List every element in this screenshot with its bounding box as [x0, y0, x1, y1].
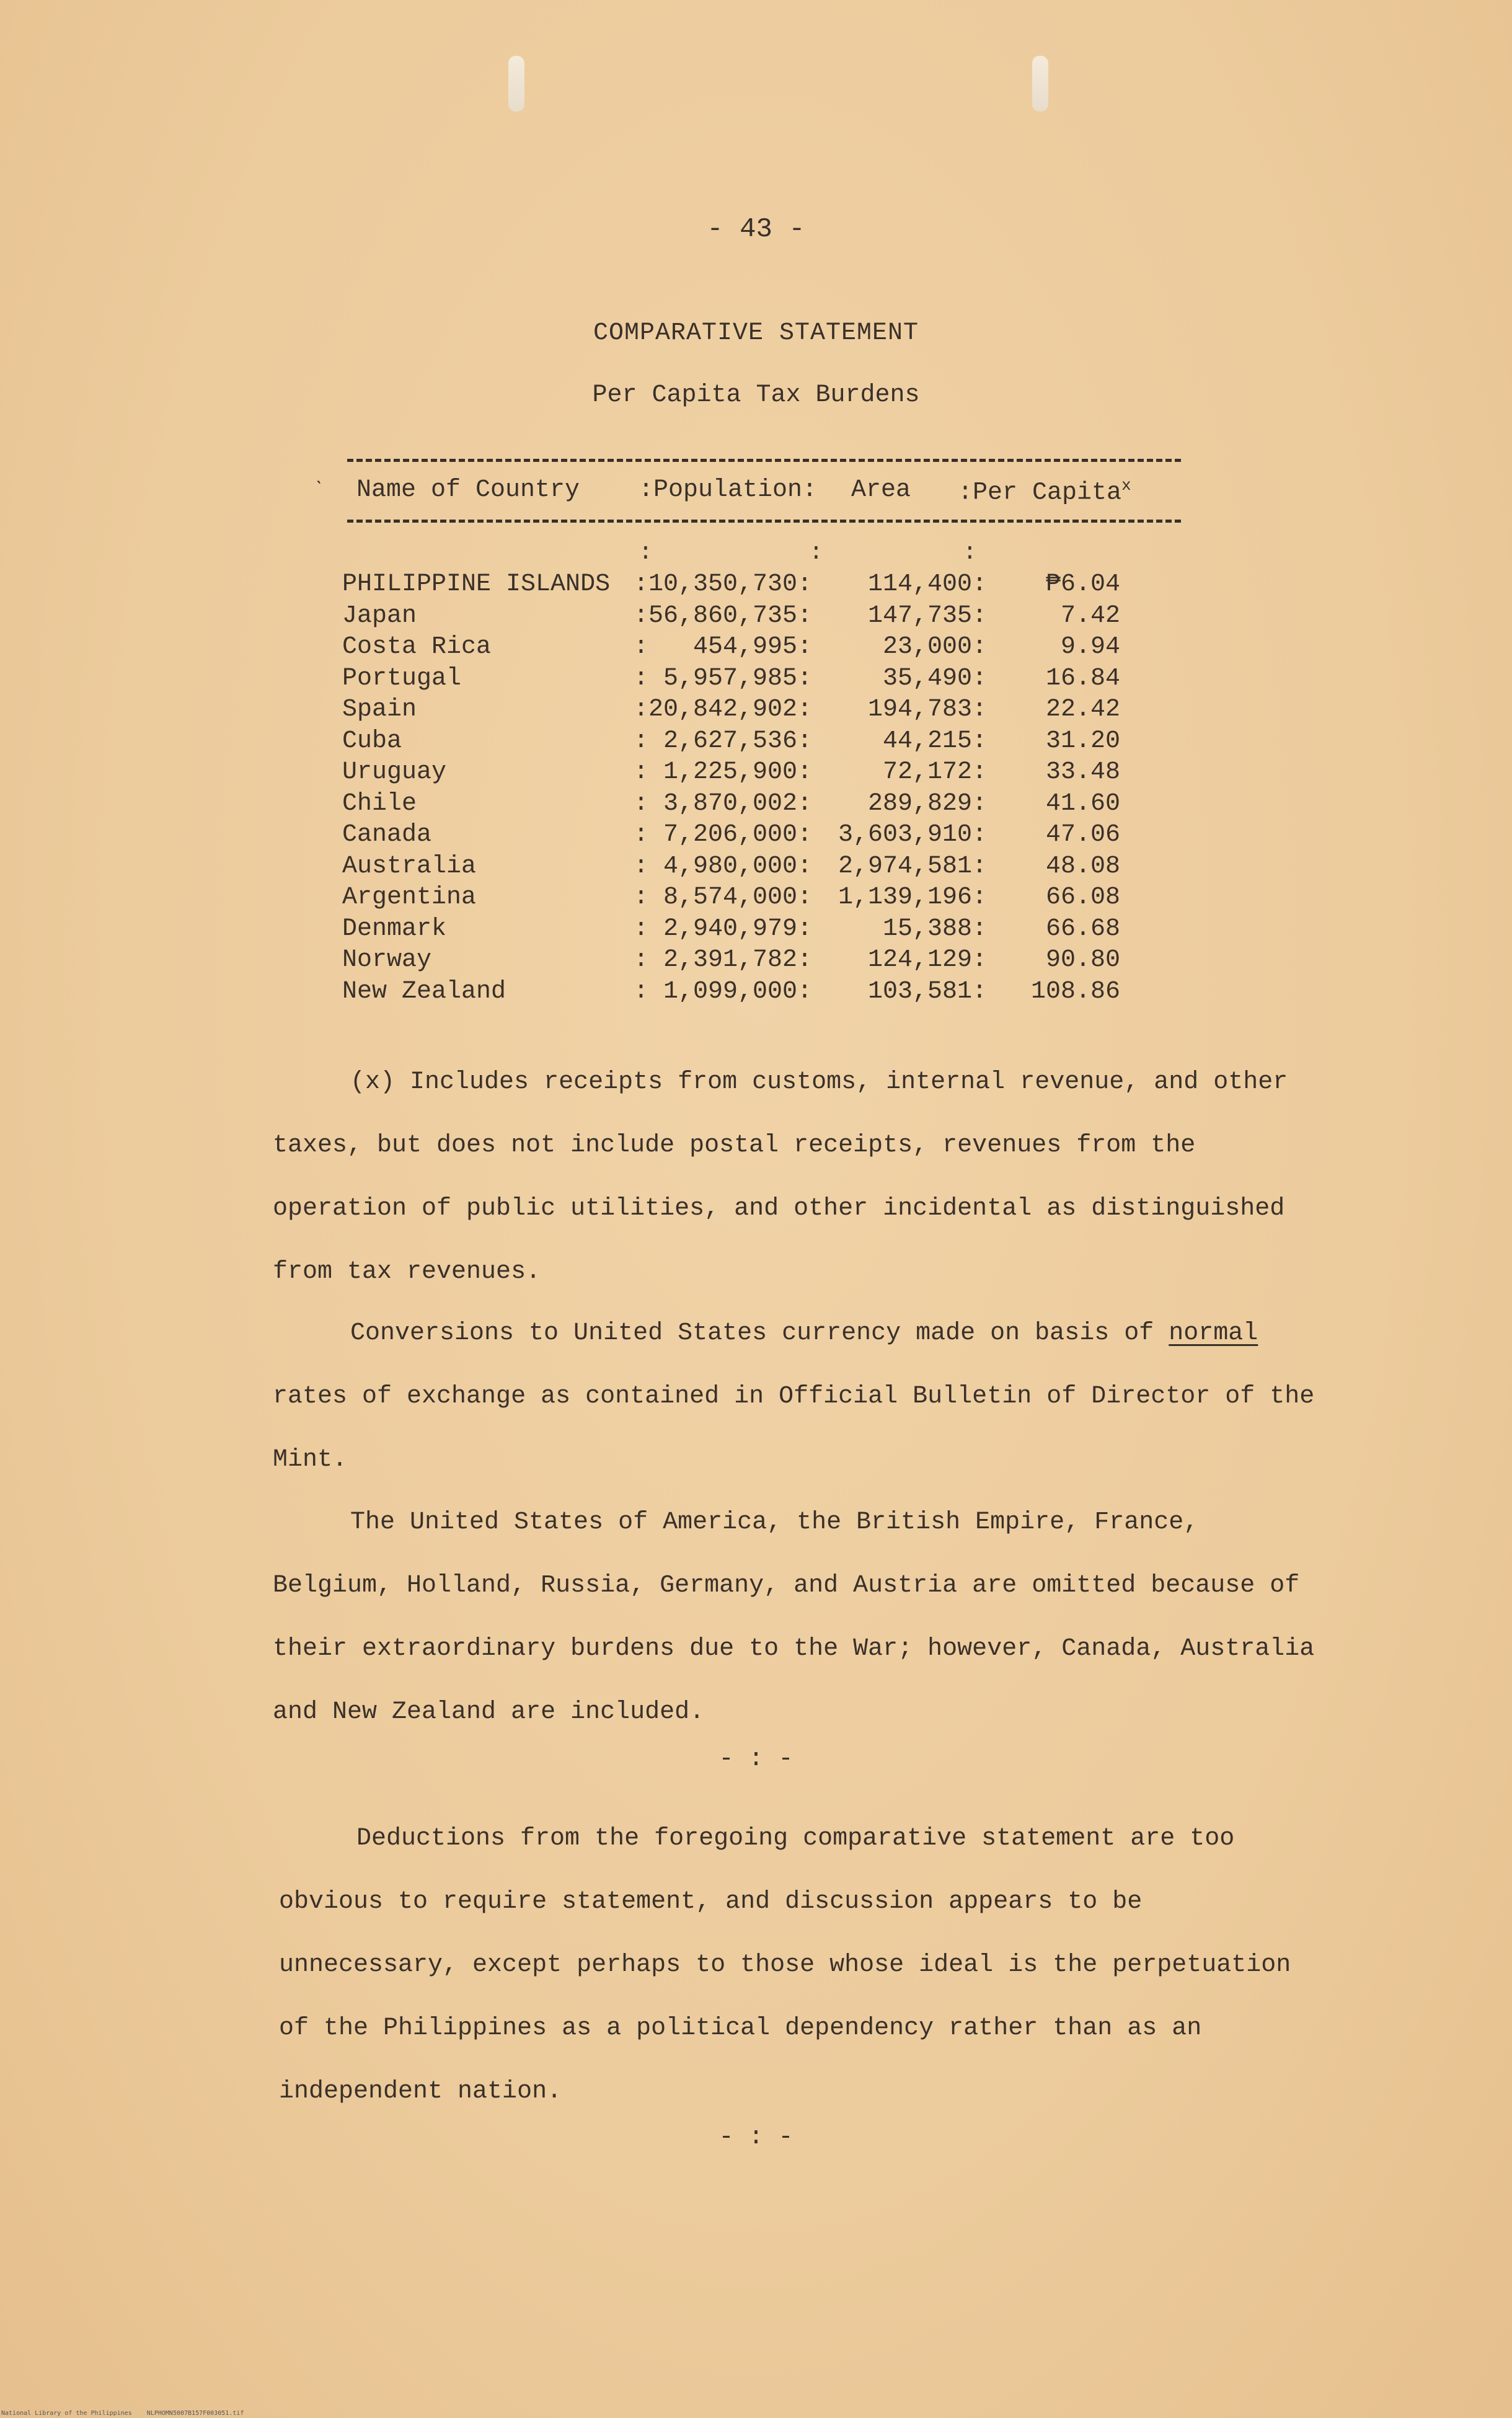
- deductions-paragraph: [279, 1807, 1333, 2124]
- area-cell: 114,400:: [867, 570, 987, 599]
- per-capita-cell: 16.84: [1045, 664, 1120, 693]
- population-cell: :20,842,902:: [634, 696, 813, 724]
- country-cell: Australia: [342, 852, 477, 880]
- per-capita-cell: 66.68: [1045, 914, 1120, 943]
- country-cell: Cuba: [342, 727, 402, 755]
- area-cell: 35,490:: [882, 664, 987, 693]
- country-cell: Spain: [342, 696, 417, 724]
- country-cell: Chile: [342, 789, 417, 818]
- per-capita-cell: 47.06: [1045, 821, 1120, 849]
- per-capita-cell: 108.86: [1030, 977, 1120, 1006]
- conversion-text-after: rates of exchange as contained in Official Bulletin of Director of the Mint.: [273, 1383, 1315, 1474]
- table-row: [342, 851, 1120, 883]
- per-capita-cell: 9.94: [1060, 633, 1120, 662]
- area-cell: 1,139,196:: [838, 884, 987, 912]
- table-row: [342, 663, 1120, 695]
- population-cell: : 2,391,782:: [634, 946, 813, 975]
- population-cell: :10,350,730:: [634, 570, 813, 599]
- country-cell: Denmark: [342, 914, 447, 943]
- per-capita-cell: 7.42: [1060, 601, 1120, 630]
- footnote-text: Includes receipts from customs, internal revenue, and other taxes, but does not include postal receipts, revenues from the operation of public utilities, and other incidental as distinguished from tax revenues.: [273, 1068, 1288, 1286]
- area-cell: 3,603,910:: [838, 821, 987, 849]
- area-cell: 194,783:: [867, 696, 987, 724]
- omitted-countries-paragraph: [273, 1491, 1327, 1744]
- country-cell: Canada: [342, 821, 432, 849]
- table-row: [342, 601, 1120, 632]
- population-cell: : 2,627,536:: [634, 727, 813, 755]
- area-cell: 44,215:: [882, 727, 987, 755]
- country-cell: Japan: [342, 601, 417, 630]
- population-cell: : 4,980,000:: [634, 852, 813, 880]
- column-colon: :: [639, 539, 653, 566]
- punch-hole-left: [508, 56, 524, 112]
- footnote-marker: (x): [350, 1068, 396, 1096]
- section-separator: - : -: [718, 1745, 794, 1773]
- col-header-per-capita: :Per Capita$^x$: [958, 476, 1131, 507]
- omitted-note-text: The United States of America, the British Empire, France, Belgium, Holland, Russia, Germany, and Austria are omitted because of their extraordinary burdens due to the War; however, Canada, Australia and New Zealand are included.: [273, 1508, 1315, 1726]
- table-row: [342, 789, 1120, 820]
- area-cell: 147,735:: [867, 601, 987, 630]
- punch-hole-right: [1032, 56, 1048, 112]
- table-row: [342, 757, 1120, 789]
- area-cell: 124,129:: [867, 946, 987, 975]
- table-row: [342, 882, 1120, 914]
- population-cell: : 7,206,000:: [634, 821, 813, 849]
- area-cell: 72,172:: [882, 758, 987, 787]
- footnote-paragraph: [273, 1051, 1327, 1304]
- population-cell: : 2,940,979:: [634, 914, 813, 943]
- population-cell: : 5,957,985:: [634, 664, 813, 693]
- per-capita-cell: 90.80: [1045, 946, 1120, 975]
- table-top-rule: [347, 459, 1181, 462]
- col-header-population: :Population:: [639, 476, 818, 504]
- population-cell: : 1,225,900:: [634, 758, 813, 787]
- per-capita-cell: 22.42: [1045, 696, 1120, 724]
- page-number: - 43 -: [707, 214, 805, 245]
- per-capita-cell: 48.08: [1045, 852, 1120, 880]
- tax-burden-table: [342, 569, 1120, 1008]
- column-colon: :: [963, 539, 977, 566]
- per-capita-cell: 66.08: [1045, 884, 1120, 912]
- table-row: [342, 945, 1120, 976]
- table-row: [342, 976, 1120, 1008]
- document-subtitle: Per Capita Tax Burdens: [592, 381, 920, 409]
- population-cell: : 454,995:: [634, 633, 813, 662]
- country-cell: Argentina: [342, 884, 477, 912]
- country-cell: PHILIPPINE ISLANDS: [342, 570, 611, 599]
- conversion-paragraph: [273, 1302, 1327, 1492]
- table-row: [342, 694, 1120, 726]
- per-capita-cell: 31.20: [1045, 727, 1120, 755]
- document-title: COMPARATIVE STATEMENT: [593, 319, 919, 347]
- closing-separator: - : -: [718, 2124, 794, 2151]
- column-colon: :: [809, 539, 823, 566]
- area-cell: 103,581:: [867, 977, 987, 1006]
- country-cell: New Zealand: [342, 977, 506, 1006]
- per-capita-cell: ₱6.04: [1045, 570, 1120, 599]
- country-cell: Uruguay: [342, 758, 447, 787]
- population-cell: :56,860,735:: [634, 601, 813, 630]
- col-header-area: Area: [851, 476, 911, 504]
- area-cell: 15,388:: [882, 914, 987, 943]
- per-capita-cell: 41.60: [1045, 789, 1120, 818]
- area-cell: 23,000:: [882, 633, 987, 662]
- per-capita-cell: 33.48: [1045, 758, 1120, 787]
- population-cell: : 3,870,002:: [634, 789, 813, 818]
- conversion-text-before: Conversions to United States currency made on basis of: [350, 1319, 1154, 1347]
- population-cell: : 1,099,000:: [634, 977, 813, 1006]
- table-row: [342, 914, 1120, 946]
- area-cell: 2,974,581:: [838, 852, 987, 880]
- deductions-text: Deductions from the foregoing comparative statement are too obvious to require statement, and discussion appears to be unnecessary, except perhaps to those whose ideal is the perpetuation of the Philippines as a political dependency rather than as an independent nation.: [279, 1825, 1291, 2106]
- area-cell: 289,829:: [867, 789, 987, 818]
- col-header-country: Name of Country: [356, 476, 580, 504]
- table-row: [342, 726, 1120, 758]
- margin-tick: ˋ: [314, 479, 326, 502]
- country-cell: Costa Rica: [342, 633, 492, 662]
- table-row: [342, 632, 1120, 663]
- table-row: [342, 820, 1120, 851]
- population-cell: : 8,574,000:: [634, 884, 813, 912]
- country-cell: Norway: [342, 946, 432, 975]
- table-row: [342, 569, 1120, 601]
- underlined-word: normal: [1169, 1319, 1258, 1347]
- table-header-rule: [347, 520, 1181, 523]
- archive-footer: National Library of the Philippines NLPHOMN5007B157F003051.tif: [1, 2410, 244, 2417]
- country-cell: Portugal: [342, 664, 462, 693]
